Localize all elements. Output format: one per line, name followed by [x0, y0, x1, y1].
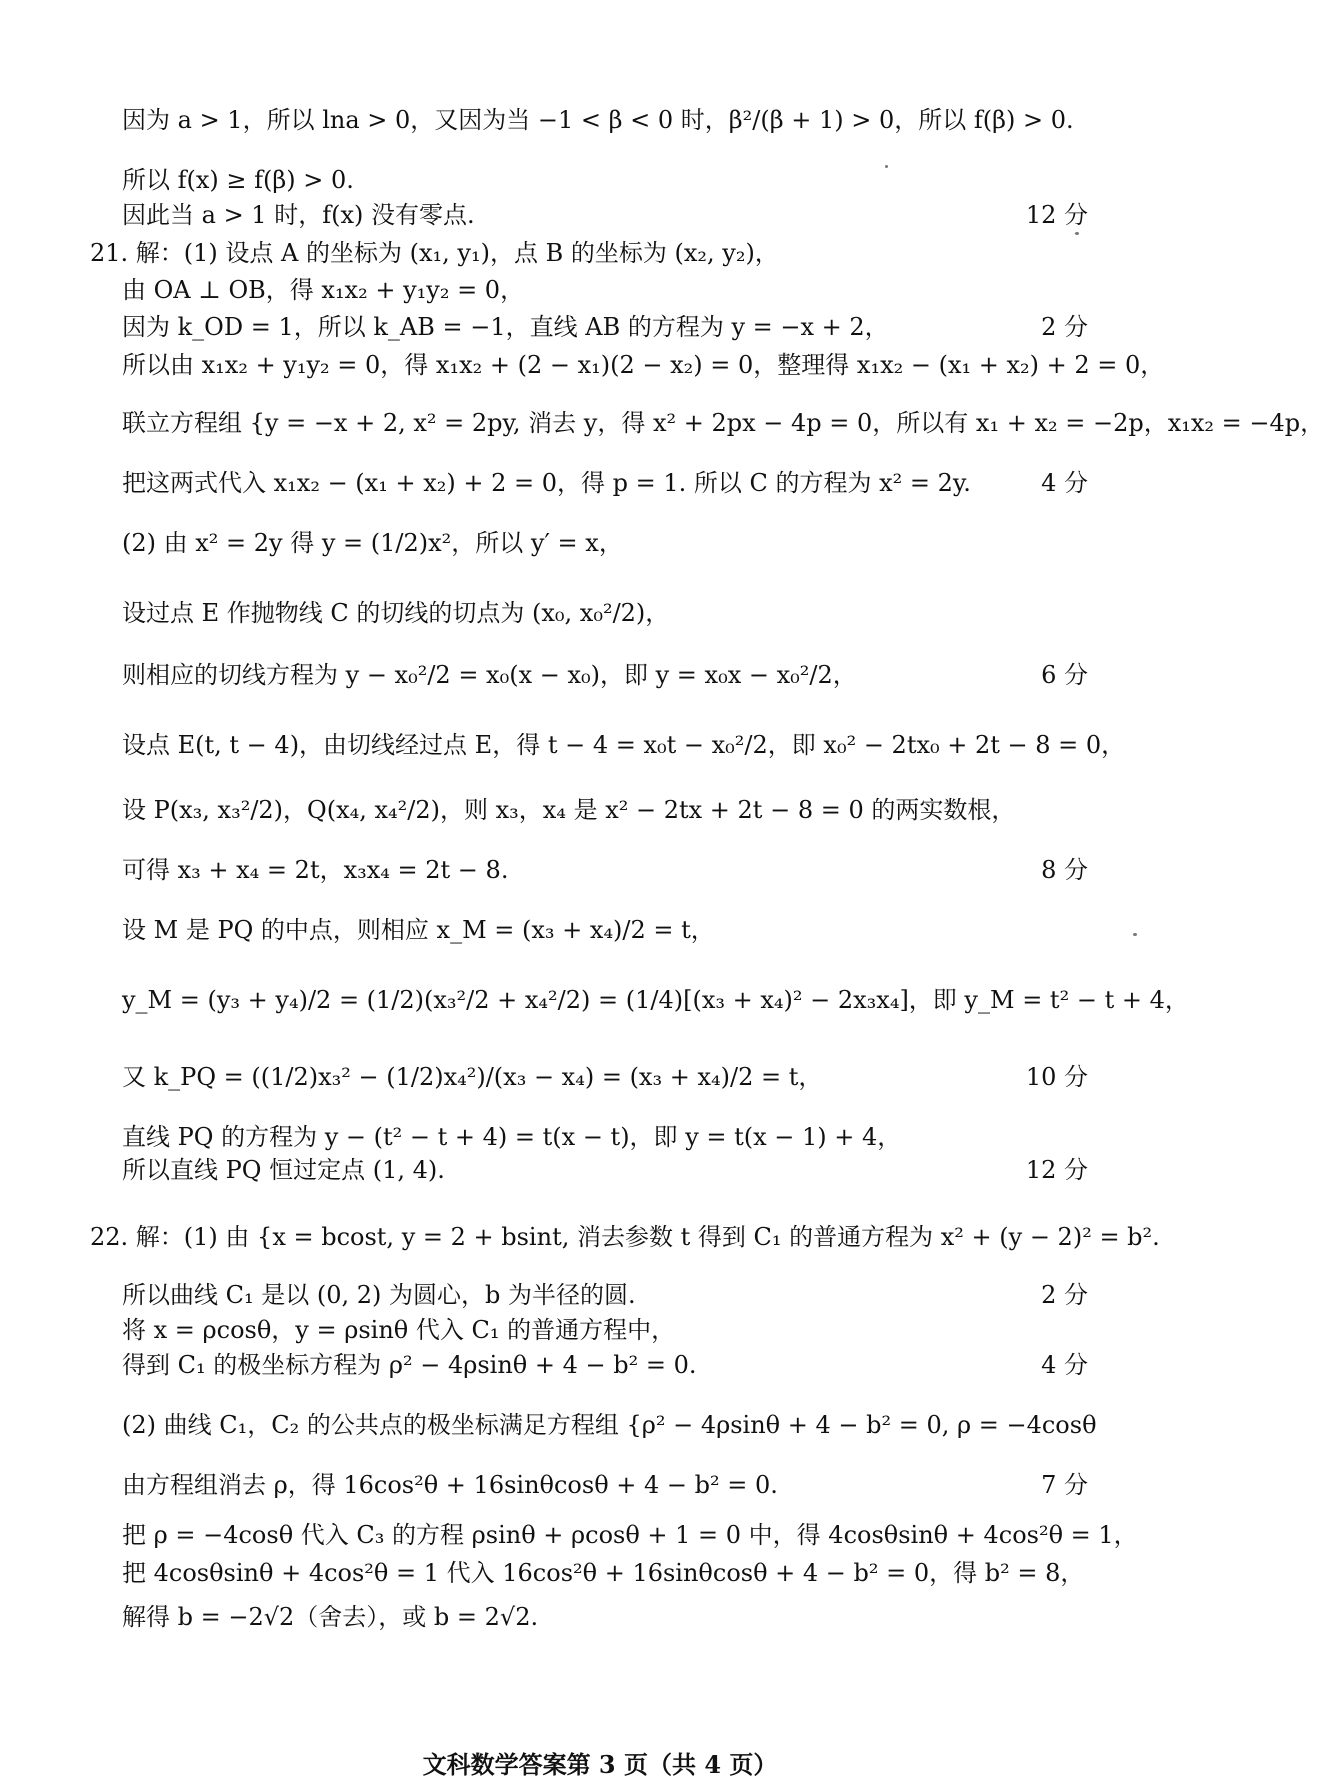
score-mark: 12 分	[1025, 201, 1088, 229]
score-mark: 4 分	[1041, 1351, 1088, 1379]
solution-line: 解得 b = −2√2（舍去），或 b = 2√2.	[122, 1603, 539, 1631]
solution-line: 由方程组消去 ρ，得 16cos²θ + 16sinθcosθ + 4 − b² = 0.	[122, 1471, 778, 1499]
solution-line: y_M = (y₃ + y₄)/2 = (1/2)(x₃²/2 + x₄²/2) = (1/4)[(x₃ + x₄)² − 2x₃x₄]，即 y_M = t² − t + 4，	[122, 986, 1189, 1014]
solution-line: 联立方程组 {y = −x + 2, x² = 2py, 消去 y，得 x² + 2px − 4p = 0，所以有 x₁ + x₂ = −2p，x₁x₂ = −4p，	[122, 409, 1324, 437]
solution-line: (2) 由 x² = 2y 得 y = (1/2)x²，所以 y′ = x，	[122, 529, 623, 557]
solution-line: 由 OA ⊥ OB，得 x₁x₂ + y₁y₂ = 0，	[122, 276, 525, 304]
solution-line: 把 4cosθsinθ + 4cos²θ = 1 代入 16cos²θ + 16sinθcosθ + 4 − b² = 0，得 b² = 8，	[122, 1559, 1085, 1587]
solution-line: 设 M 是 PQ 的中点，则相应 x_M = (x₃ + x₄)/2 = t，	[122, 916, 715, 944]
solution-line: 因为 a > 1，所以 lna > 0，又因为当 −1 < β < 0 时，β²/(β + 1) > 0，所以 f(β) > 0.	[122, 106, 1074, 134]
solution-line: 设过点 E 作抛物线 C 的切线的切点为 (x₀, x₀²/2)，	[122, 599, 670, 627]
solution-line: 可得 x₃ + x₄ = 2t，x₃x₄ = 2t − 8.	[122, 856, 509, 884]
score-mark: 8 分	[1041, 856, 1088, 884]
solution-line: 因为 k_OD = 1，所以 k_AB = −1，直线 AB 的方程为 y = −x + 2，	[122, 313, 889, 341]
solution-line: 因此当 a > 1 时，f(x) 没有零点.	[122, 201, 475, 229]
score-mark: 2 分	[1041, 1281, 1088, 1309]
solution-line: 所以 f(x) ≥ f(β) > 0.	[122, 166, 354, 194]
solution-line: 设点 E(t, t − 4)，由切线经过点 E，得 t − 4 = x₀t − x₀²/2，即 x₀² − 2tx₀ + 2t − 8 = 0，	[122, 731, 1126, 759]
solution-line: 所以由 x₁x₂ + y₁y₂ = 0，得 x₁x₂ + (2 − x₁)(2 − x₂) = 0，整理得 x₁x₂ − (x₁ + x₂) + 2 = 0，	[122, 351, 1165, 379]
solution-line: 设 P(x₃, x₃²/2)，Q(x₄, x₄²/2)，则 x₃，x₄ 是 x² − 2tx + 2t − 8 = 0 的两实数根，	[122, 796, 1016, 824]
solution-line: 直线 PQ 的方程为 y − (t² − t + 4) = t(x − t)，即 y = t(x − 1) + 4，	[122, 1123, 902, 1151]
scan-speck	[1133, 933, 1137, 936]
scan-speck	[885, 165, 888, 168]
score-mark: 2 分	[1041, 313, 1088, 341]
score-mark: 12 分	[1025, 1156, 1088, 1184]
solution-line: 则相应的切线方程为 y − x₀²/2 = x₀(x − x₀)，即 y = x₀x − x₀²/2，	[122, 661, 857, 689]
solution-line: 21. 解：(1) 设点 A 的坐标为 (x₁, y₁)，点 B 的坐标为 (x₂, y₂)，	[90, 239, 779, 267]
solution-line: 22. 解：(1) 由 {x = bcost, y = 2 + bsint, 消去参数 t 得到 C₁ 的普通方程为 x² + (y − 2)² = b².	[90, 1223, 1160, 1251]
solution-line: 所以直线 PQ 恒过定点 (1, 4).	[122, 1156, 445, 1184]
solution-line: 将 x = ρcosθ，y = ρsinθ 代入 C₁ 的普通方程中，	[122, 1316, 676, 1344]
solution-line: 得到 C₁ 的极坐标方程为 ρ² − 4ρsinθ + 4 − b² = 0.	[122, 1351, 697, 1379]
page-footer: 文科数学答案第 3 页（共 4 页）	[422, 1750, 778, 1779]
solution-line: 又 k_PQ = ((1/2)x₃² − (1/2)x₄²)/(x₃ − x₄) = (x₃ + x₄)/2 = t，	[122, 1063, 823, 1091]
solution-line: (2) 曲线 C₁，C₂ 的公共点的极坐标满足方程组 {ρ² − 4ρsinθ + 4 − b² = 0, ρ = −4cosθ	[122, 1411, 1097, 1439]
solution-line: 把 ρ = −4cosθ 代入 C₃ 的方程 ρsinθ + ρcosθ + 1 = 0 中，得 4cosθsinθ + 4cos²θ = 1，	[122, 1521, 1138, 1549]
score-mark: 6 分	[1041, 661, 1088, 689]
solution-line: 把这两式代入 x₁x₂ − (x₁ + x₂) + 2 = 0，得 p = 1. 所以 C 的方程为 x² = 2y.	[122, 469, 971, 497]
score-mark: 4 分	[1041, 469, 1088, 497]
score-mark: 7 分	[1041, 1471, 1088, 1499]
scan-speck	[1075, 232, 1079, 235]
solution-line: 所以曲线 C₁ 是以 (0, 2) 为圆心，b 为半径的圆.	[122, 1281, 636, 1309]
score-mark: 10 分	[1025, 1063, 1088, 1091]
